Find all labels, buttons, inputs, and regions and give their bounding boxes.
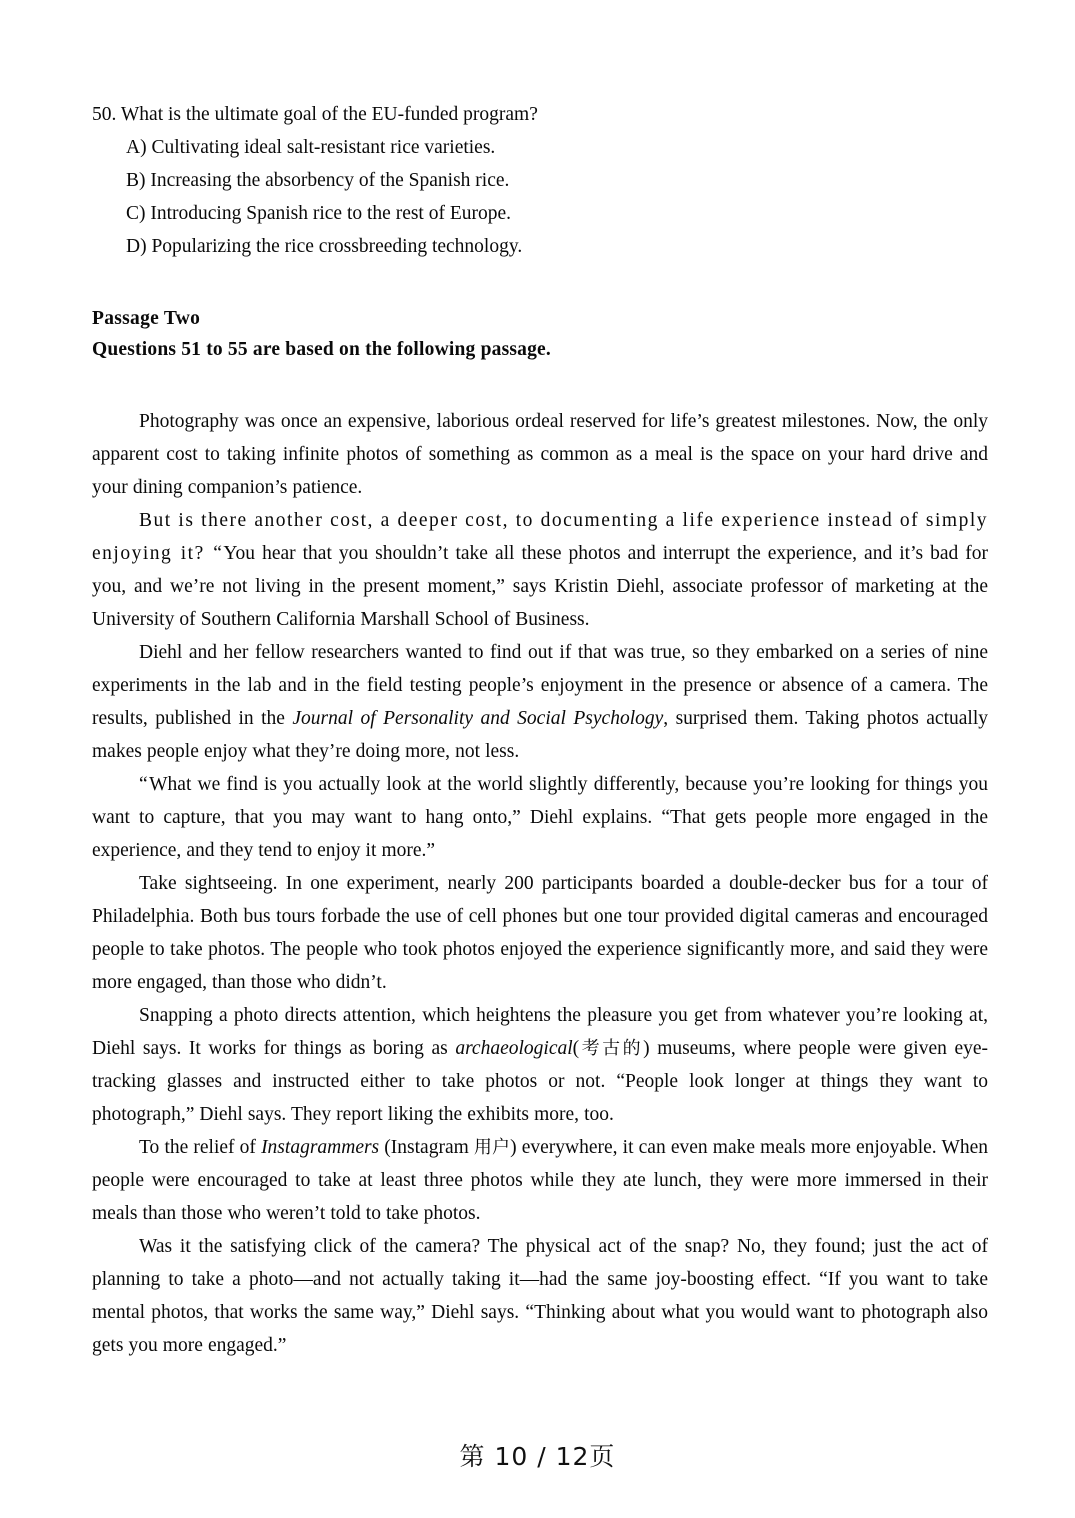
question-50-option-d: D) Popularizing the rice crossbreeding technology.	[126, 236, 523, 257]
paren-open-1: (	[572, 1038, 580, 1059]
page-content	[92, 98, 988, 1362]
question-50-option-c: C) Introducing Spanish rice to the rest of Europe.	[126, 203, 512, 224]
question-block-50	[92, 98, 988, 263]
paragraph-4-text-mid: What we find is you actually look at the world slightly differently, because you’re looking for things you want to capture, that you may want to hang onto,” Diehl explains. “	[92, 774, 988, 828]
paragraph-6-text-rest: People look longer at things they want to photograph,” Diehl says. They report liking the exhibits more, too.	[92, 1071, 988, 1125]
passage-paragraph-7	[92, 1131, 988, 1230]
page-number-footer: 第 10 / 12页	[459, 1442, 616, 1471]
paragraph-1-text: Photography was once an expensive, laborious ordeal reserved for life’s greatest milestones. Now, the only apparent cost to taking infinite photos of something as common as a meal is the space on your hard drive and your dining companion’s patience.	[92, 411, 988, 498]
paragraph-6-text-lead: Snapping a photo directs attention, which heightens the pleasure you get from whatever you’re looking at, Diehl says. It works for things as boring as	[92, 1005, 988, 1059]
instagrammers-italic: Instagrammers	[261, 1137, 380, 1158]
passage-paragraph-2	[92, 504, 988, 636]
question-50-option-b: B) Increasing the absorbency of the Spanish rice.	[126, 170, 510, 191]
paragraph-7-text-rest: everywhere, it can even make meals more enjoyable. When people were encouraged to take at least three photos while they ate lunch, they were more immersed in their meals than those who weren’t told to take photos.	[92, 1137, 989, 1224]
paragraph-6-text-mid: museums, where people were given eye-tracking glasses and instructed either to take photos or not. “	[92, 1038, 989, 1092]
passage-paragraph-5	[92, 867, 988, 999]
passage-paragraph-3	[92, 636, 988, 768]
passage-paragraph-1	[92, 405, 988, 504]
passage-title: Passage Two	[92, 308, 201, 329]
passage-paragraph-4	[92, 768, 988, 867]
paragraph-2-text-lead: But is there another cost, a deeper cost, to documenting a life experience instead of simply enjoying it? “	[92, 510, 988, 564]
paragraph-8-text-mid: If you want to take mental photos, that works the same way,” Diehl says. “	[92, 1269, 988, 1323]
instagram-label: Instagram	[390, 1137, 474, 1158]
passage-instruction: Questions 51 to 55 are based on the following passage.	[92, 339, 551, 360]
paragraph-5-text: Take sightseeing. In one experiment, nearly 200 participants boarded a double-decker bus for a tour of Philadelphia. Both bus tours forbade the use of cell phones but one tour provided digital cameras and encouraged people to take photos. The people who took photos enjoyed the experience significantly more, and said they were more engaged, than those who didn’t.	[92, 873, 988, 993]
paragraph-8-text-rest: Thinking about what you would want to photograph also gets you more engaged.”	[92, 1302, 988, 1356]
instagrammers-chinese-gloss: 用户	[473, 1137, 511, 1158]
passage-paragraph-8	[92, 1230, 988, 1362]
paren-close-1: )	[643, 1038, 650, 1059]
question-50-prompt: 50. What is the ultimate goal of the EU-funded program?	[92, 104, 538, 125]
paragraph-3-text-lead: Diehl and her fellow researchers wanted to find out if that was true, so they embarked on a series of nine experiments in the lab and in the field testing people’s enjoyment in the presence or absence of a camera. The results, published in the	[92, 642, 988, 729]
paragraph-8-text-lead: Was it the satisfying click of the camera? The physical act of the snap? No, they found; just the act of planning to take a photo—and not actually taking it—had the same joy-boosting effect. “	[92, 1236, 988, 1290]
spacer-before-passage	[92, 263, 988, 303]
paragraph-4-quote-open: “	[139, 774, 150, 795]
paren-open-2: (	[384, 1137, 391, 1158]
question-50-option-a: A) Cultivating ideal salt-resistant rice varieties.	[126, 137, 496, 158]
paragraph-3-text-rest: , surprised them. Taking photos actually makes people enjoy what they’re doing more, not less.	[92, 708, 988, 762]
paragraph-7-text-lead: To the relief of	[139, 1137, 262, 1158]
paragraph-4-text-rest: That gets people more engaged in the experience, and they tend to enjoy it more.”	[92, 807, 988, 861]
paren-close-2: )	[510, 1137, 517, 1158]
journal-title-italic: Journal of Personality and Social Psychology	[292, 708, 664, 729]
passage-paragraph-6	[92, 999, 988, 1131]
archaeological-chinese-gloss: 考古的	[579, 1038, 644, 1059]
archaeological-italic: archaeological	[455, 1038, 573, 1059]
paragraph-2-text-rest: You hear that you shouldn’t take all these photos and interrupt the experience, and it’s bad for you, and we’re not living in the present moment,” says Kristin Diehl, associate professor of marketing at the University of Southern California Marshall School of Business.	[92, 543, 988, 630]
spacer-after-headers	[92, 365, 988, 405]
